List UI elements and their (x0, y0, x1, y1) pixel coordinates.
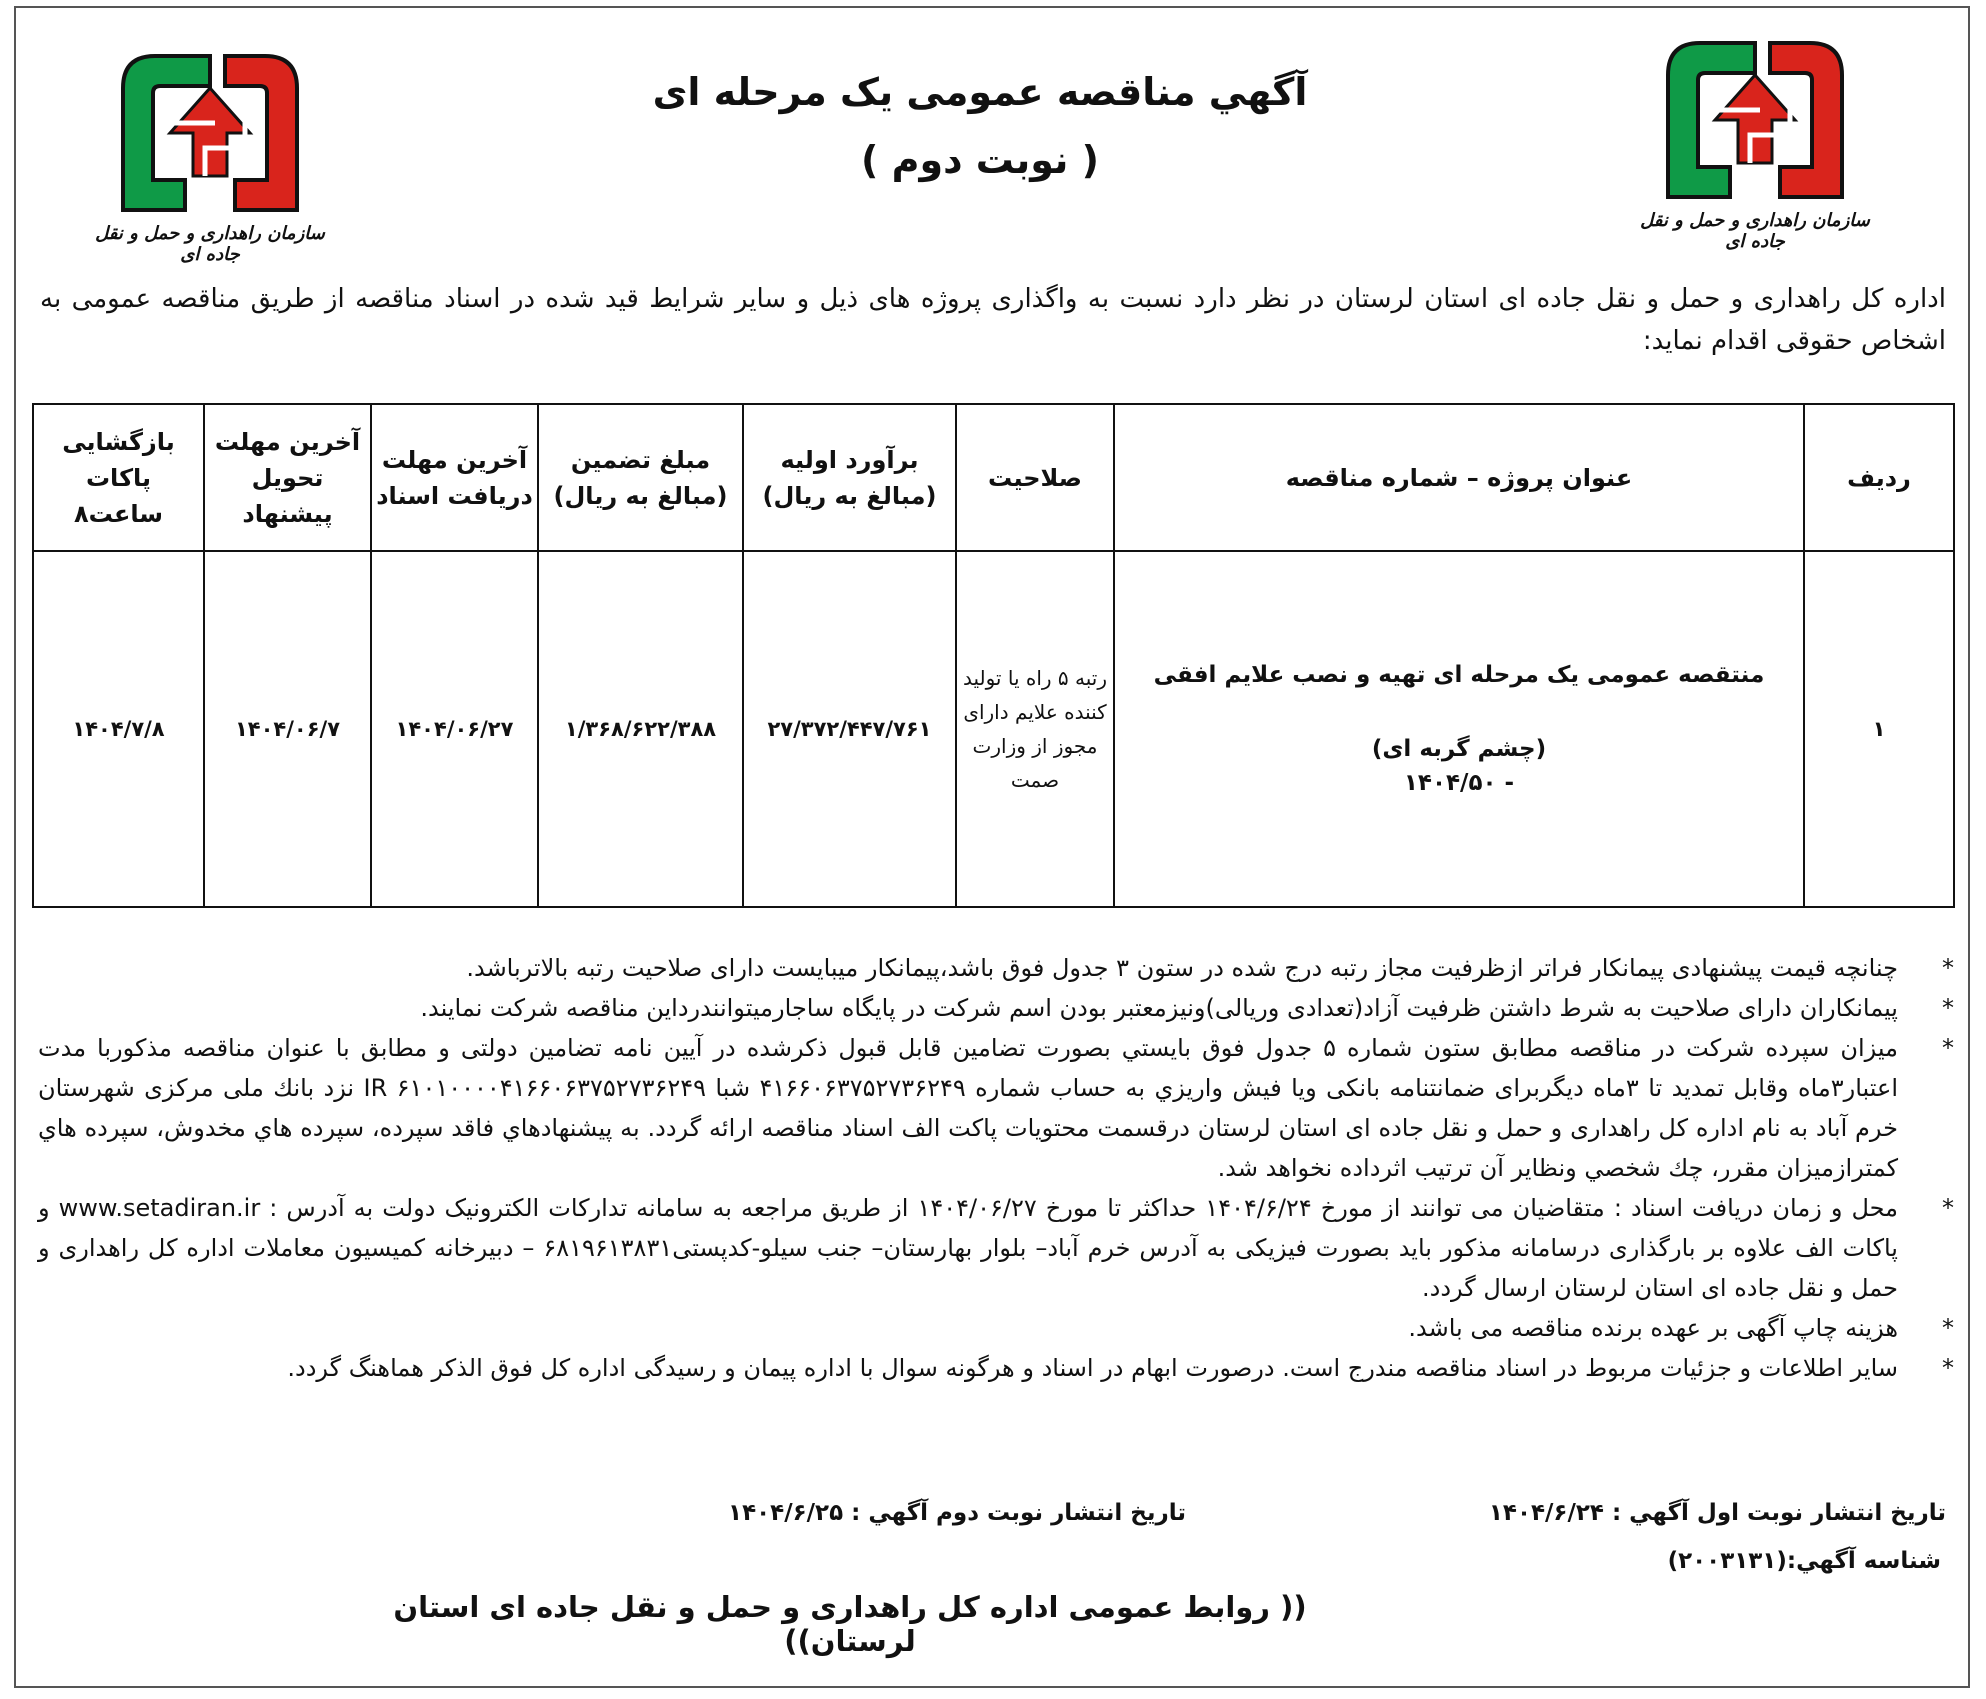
org-logo-left (95, 48, 325, 265)
notes-list (38, 948, 1958, 1388)
ad-identifier: شناسه آگهي:(۲۰۰۳۱۳۱) (1667, 1548, 1941, 1574)
org-logo-right (1640, 35, 1870, 252)
page-subtitle: ( نوبت دوم ) (860, 138, 1099, 182)
cell-qualification: رتبه ۵ راه یا تولید کننده علایم دارای مجوز از وزارت صمت (956, 551, 1114, 907)
road-org-emblem-icon (115, 48, 305, 218)
cell-estimate: ۲۷/۳۷۲/۴۴۷/۷۶۱ (743, 551, 956, 907)
list-item: * محل و زمان دریافت اسناد : متقاضیان می توانند از مورخ ۱۴۰۴/۶/۲۴ حداکثر تا مورخ ۱۴۰۴/۰۶/۲۷ از طریق مراجعه به سامانه تدارکات الکترونیک دولت به آدرس : www.setadiran.ir و پاکات الف علاوه بر بارگذاری درسامانه مذکور باید بصورت فیزیکی به آدرس خرم آباد– بلوار بهارستان– جنب سیلو-کدپستی۶۸۱۹۶۱۳۸۳۱ – دبیرخانه کمیسیون معاملات اداره کل راهداری و حمل و نقل جاده ای استان لرستان ارسال گردد. (38, 1188, 1958, 1308)
tender-number: - ۱۴۰۴/۵۰ (1403, 770, 1515, 796)
bullet-star-icon: * (1942, 954, 1954, 982)
cell-row-no: ۱ (1804, 551, 1954, 907)
bullet-star-icon: * (1942, 1314, 1954, 1342)
col-header-opening: بازگشایی پاکات ساعت۸ (33, 404, 204, 551)
project-subtitle: (چشم گربه ای) (1371, 736, 1547, 762)
road-org-emblem-icon (1660, 35, 1850, 205)
logo-caption: سازمان راهداری و حمل و نقل جاده ای (95, 223, 325, 265)
col-header-row-no: ردیف (1804, 404, 1954, 551)
list-item: * هزینه چاپ آگهی بر عهده برنده مناقصه می باشد. (38, 1308, 1958, 1348)
col-header-submit-deadline: آخرین مهلت تحویل پیشنهاد (204, 404, 371, 551)
bullet-star-icon: * (1942, 1194, 1954, 1222)
tender-table (32, 403, 1955, 908)
list-item: * پیمانکاران دارای صلاحیت به شرط داشتن ظرفیت آزاد(تعدادی وریالی)ونیزمعتبر بودن اسم شرکت در پایگاه ساجارمیتوانندرداین مناقصه شرکت نمایند. (38, 988, 1958, 1028)
intro-paragraph: اداره کل راهداری و حمل و نقل جاده ای استان لرستان در نظر دارد نسبت به واگذاری پروژه های ذیل و سایر شرایط قید شده در اسناد مناقصه از طریق مناقصه عمومی به اشخاص حقوقی اقدام نماید: (40, 284, 1946, 356)
bullet-star-icon: * (1942, 1354, 1954, 1382)
bullet-star-icon: * (1942, 1034, 1954, 1062)
col-header-doc-deadline: آخرین مهلت دریافت اسناد (371, 404, 538, 551)
list-item: * سایر اطلاعات و جزئیات مربوط در اسناد مناقصه مندرج است. درصورت ابهام در اسناد و هرگونه سوال با اداره پیمان و رسیدگی اداره کل فوق الذکر هماهنگ گردد. (38, 1348, 1958, 1388)
col-header-qualification: صلاحیت (956, 404, 1114, 551)
col-header-project: عنوان پروژه – شماره مناقصه (1114, 404, 1804, 551)
cell-guarantee: ۱/۳۶۸/۶۲۲/۳۸۸ (538, 551, 743, 907)
public-relations-footer: (( روابط عمومی اداره کل راهداری و حمل و نقل جاده ای استان لرستان)) (393, 1590, 1307, 1658)
first-publication-date: تاریخ انتشار نوبت اول آگهي : ۱۴۰۴/۶/۲۴ (1488, 1500, 1946, 1526)
list-item: * میزان سپرده شرکت در مناقصه مطابق ستون شماره ۵ جدول فوق بایستي بصورت تضامین قابل قبول ذکرشده در آیین نامه تضامین دولتی و مطابق با عنوان مناقصه مذکوربا مدت اعتبار۳ماه وقابل تمدید تا ۳ماه دیگربرای ضمانتنامه بانکی ویا فیش واریزي به حساب شماره ۴۱۶۶۰۶۳۷۵۲۷۳۶۲۴۹ شبا IR ۶۱۰۱۰۰۰۰۴۱۶۶۰۶۳۷۵۲۷۳۶۲۴۹ نزد بانك ملی مرکزی شهرستان خرم آباد به نام اداره کل راهداری و حمل و نقل جاده ای استان لرستان درقسمت محتویات پاکت الف اسناد مناقصه ارائه گردد. به پیشنهادهاي فاقد سپرده، سپرده هاي مخدوش، سپرده هاي كمترازميزان مقرر، چك شخصي ونظاير آن ترتيب اثرداده نخواهد شد. (38, 1028, 1958, 1188)
cell-doc-deadline: ۱۴۰۴/۰۶/۲۷ (371, 551, 538, 907)
second-publication-date: تاریخ انتشار نوبت دوم آگهي : ۱۴۰۴/۶/۲۵ (728, 1500, 1186, 1526)
list-item: * چنانچه قیمت پیشنهادی پیمانکار فراتر ازظرفیت مجاز رتبه درج شده در ستون ۳ جدول فوق باشد،پیمانکار میبایست دارای صلاحیت رتبه بالاترباشد. (38, 948, 1958, 988)
page-title: آگهي مناقصه عمومی یک مرحله ای (652, 70, 1308, 114)
col-header-guarantee: مبلغ تضمین (مبالغ به ریال) (538, 404, 743, 551)
table-row (33, 551, 1954, 907)
cell-opening: ۱۴۰۴/۷/۸ (33, 551, 204, 907)
project-title: منتقصه عمومی یک مرحله ای تهیه و نصب علایم افقی (1153, 662, 1765, 688)
cell-project (1114, 551, 1804, 907)
col-header-estimate: برآورد اولیه (مبالغ به ریال) (743, 404, 956, 551)
logo-caption: سازمان راهداری و حمل و نقل جاده ای (1640, 210, 1870, 252)
bullet-star-icon: * (1942, 994, 1954, 1022)
cell-submit-deadline: ۱۴۰۴/۰۶/۷ (204, 551, 371, 907)
table-header-row (33, 404, 1954, 551)
